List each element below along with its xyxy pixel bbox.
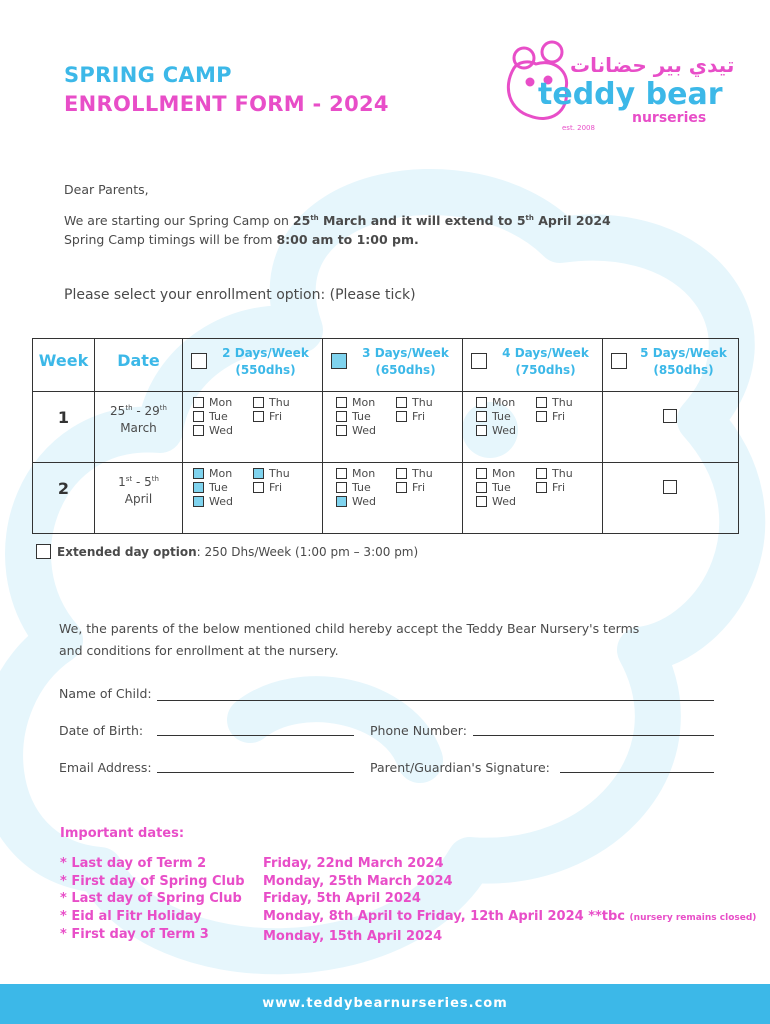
phone-field[interactable] xyxy=(473,735,714,736)
important-dates-values xyxy=(263,855,756,946)
signature-label: Parent/Guardian's Signature: xyxy=(370,760,550,775)
list-item: * Last day of Term 2 xyxy=(60,856,207,871)
week-header: Week xyxy=(33,339,95,392)
email-label: Email Address: xyxy=(59,760,152,775)
day-tue[interactable]: Tue xyxy=(193,481,228,495)
website-link[interactable]: www.teddybearnurseries.com xyxy=(262,996,508,1011)
day-checkboxes xyxy=(183,463,322,517)
date-header: Date xyxy=(95,339,183,392)
important-dates-labels xyxy=(60,855,245,944)
day-wed[interactable]: Wed xyxy=(336,424,376,438)
day-checkboxes xyxy=(463,392,602,446)
day-tue[interactable]: Tue xyxy=(336,481,371,495)
letter-line-1: We are starting our Spring Camp on 25th March and it will extend to 5th April 2024 xyxy=(64,213,611,228)
option-2-days-checkbox[interactable] xyxy=(191,353,207,369)
day-thu[interactable]: Thu xyxy=(536,467,573,481)
week-number: 1 xyxy=(33,392,95,463)
day-mon[interactable]: Mon xyxy=(336,396,375,410)
day-tue[interactable]: Tue xyxy=(476,410,511,424)
email-field[interactable] xyxy=(157,772,354,773)
day-fri[interactable]: Fri xyxy=(253,410,282,424)
logo-est: est. 2008 xyxy=(562,124,595,132)
dob-label: Date of Birth: xyxy=(59,723,144,738)
dob-field[interactable] xyxy=(157,735,354,736)
list-item: Monday, 15th April 2024 xyxy=(263,928,443,944)
day-checkboxes xyxy=(323,463,462,517)
day-wed[interactable]: Wed xyxy=(336,495,376,509)
logo-arabic: تيدي بير حضانات xyxy=(570,53,735,77)
child-name-field[interactable] xyxy=(157,700,714,701)
footer-bar xyxy=(0,984,770,1024)
title-line-2: ENROLLMENT FORM - 2024 xyxy=(64,92,389,116)
day-mon[interactable]: Mon xyxy=(193,396,232,410)
phone-label: Phone Number: xyxy=(370,723,467,738)
day-fri[interactable]: Fri xyxy=(536,481,565,495)
list-item: Friday, 22nd March 2024 xyxy=(263,856,444,871)
option-4-days[interactable]: 4 Days/Week (750dhs) xyxy=(463,339,603,392)
day-thu[interactable]: Thu xyxy=(536,396,573,410)
important-dates-heading: Important dates: xyxy=(60,826,185,841)
day-thu[interactable]: Thu xyxy=(253,396,290,410)
day-wed[interactable]: Wed xyxy=(476,495,516,509)
day-wed[interactable]: Wed xyxy=(193,424,233,438)
option-5-days-checkbox[interactable] xyxy=(611,353,627,369)
day-thu[interactable]: Thu xyxy=(253,467,290,481)
day-wed[interactable]: Wed xyxy=(193,495,233,509)
title-line-1: SPRING CAMP xyxy=(64,63,232,87)
extended-day-option[interactable]: Extended day option: 250 Dhs/Week (1:00 pm – 3:00 pm) xyxy=(36,545,418,559)
day-wed[interactable]: Wed xyxy=(476,424,516,438)
day-thu[interactable]: Thu xyxy=(396,467,433,481)
day-mon[interactable]: Mon xyxy=(193,467,232,481)
logo-sub: nurseries xyxy=(632,110,707,126)
option-5-days[interactable]: 5 Days/Week (850dhs) xyxy=(603,339,739,392)
day-mon[interactable]: Mon xyxy=(476,467,515,481)
full-week-checkbox[interactable] xyxy=(663,480,677,494)
week-number: 2 xyxy=(33,463,95,534)
week-dates: 25th - 29th March xyxy=(95,392,183,463)
day-fri[interactable]: Fri xyxy=(396,481,425,495)
day-fri[interactable]: Fri xyxy=(396,410,425,424)
list-item: * Eid al Fitr Holiday xyxy=(60,909,202,925)
option-4-days-checkbox[interactable] xyxy=(471,353,487,369)
teddy-bear-logo-icon xyxy=(500,38,740,138)
list-item: Friday, 5th April 2024 xyxy=(263,891,421,907)
day-checkboxes xyxy=(183,392,322,446)
day-checkboxes xyxy=(323,392,462,446)
day-fri[interactable]: Fri xyxy=(253,481,282,495)
day-tue[interactable]: Tue xyxy=(193,410,228,424)
closure-note: (nursery remains closed) xyxy=(629,913,757,924)
list-item: Monday, 8th April to Friday, 12th April 2024 **tbc (nursery remains closed) xyxy=(263,909,757,925)
week-dates: 1st - 5th April xyxy=(95,463,183,534)
day-mon[interactable]: Mon xyxy=(476,396,515,410)
logo xyxy=(500,38,740,138)
day-thu[interactable]: Thu xyxy=(396,396,433,410)
option-3-days[interactable]: 3 Days/Week (650dhs) xyxy=(323,339,463,392)
child-name-label: Name of Child: xyxy=(59,686,152,701)
full-week-checkbox[interactable] xyxy=(663,409,677,423)
logo-name: teddy bear xyxy=(538,77,723,112)
letter-line-2: Spring Camp timings will be from 8:00 am to 1:00 pm. xyxy=(64,232,419,247)
list-item: * First day of Term 3 xyxy=(60,926,209,942)
list-item: * First day of Spring Club xyxy=(60,873,245,889)
acceptance-text: We, the parents of the below mentioned child hereby accept the Teddy Bear Nursery's terms and conditions for enrollment at the nursery. xyxy=(59,621,640,658)
extended-day-checkbox[interactable] xyxy=(36,544,51,559)
option-2-days[interactable]: 2 Days/Week (550dhs) xyxy=(183,339,323,392)
list-item: * Last day of Spring Club xyxy=(60,891,242,907)
signature-field[interactable] xyxy=(560,772,714,773)
enrollment-table xyxy=(32,338,739,534)
select-prompt: Please select your enrollment option: (Please tick) xyxy=(64,287,416,303)
greeting: Dear Parents, xyxy=(64,182,149,197)
day-checkboxes xyxy=(463,463,602,517)
day-mon[interactable]: Mon xyxy=(336,467,375,481)
day-tue[interactable]: Tue xyxy=(476,481,511,495)
list-item: Monday, 25th March 2024 xyxy=(263,873,453,889)
option-3-days-checkbox[interactable] xyxy=(331,353,347,369)
day-tue[interactable]: Tue xyxy=(336,410,371,424)
day-fri[interactable]: Fri xyxy=(536,410,565,424)
